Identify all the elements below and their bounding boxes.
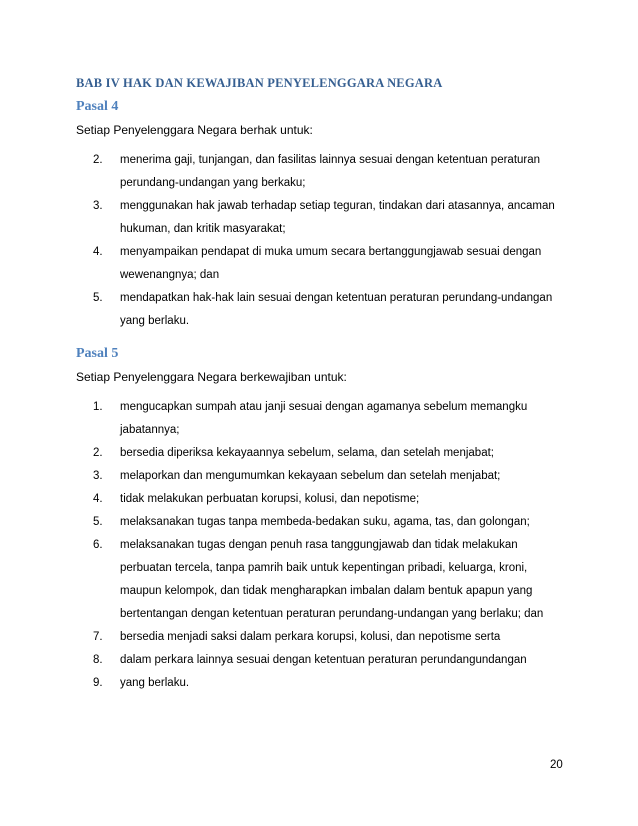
item-text-line: menyampaikan pendapat di muka umum secara bertanggungjawab sesuai dengan: [120, 246, 542, 258]
item-text: [120, 465, 573, 488]
list-item: [93, 626, 573, 649]
pasal-5-list: [93, 396, 573, 695]
item-text: [120, 287, 573, 333]
item-number: 4.: [93, 493, 103, 505]
item-text: [120, 442, 573, 465]
item-text-line: jabatannya;: [120, 424, 180, 436]
item-text-line: mendapatkan hak-hak lain sesuai dengan ketentuan peraturan perundang-undangan: [120, 292, 553, 304]
item-text: [120, 534, 573, 626]
item-text-line: perbuatan tercela, tanpa pamrih baik untuk kepentingan pribadi, keluarga, kroni,: [120, 562, 528, 574]
list-item: [93, 649, 573, 672]
item-text: [120, 396, 573, 442]
item-text-line: bersedia diperiksa kekayaannya sebelum, selama, dan setelah menjabat;: [120, 447, 494, 459]
list-item: [93, 534, 573, 626]
item-text-line: menerima gaji, tunjangan, dan fasilitas lainnya sesuai dengan ketentuan peraturan: [120, 154, 541, 166]
item-number: 2.: [93, 447, 103, 459]
item-text-line: hukuman, dan kritik masyarakat;: [120, 223, 286, 235]
item-number: 4.: [93, 246, 103, 258]
pasal-5-heading: Pasal 5: [76, 346, 119, 361]
chapter-title: BAB IV HAK DAN KEWAJIBAN PENYELENGGARA NEGARA: [76, 76, 443, 90]
list-item: [93, 241, 573, 287]
item-number: 8.: [93, 654, 103, 666]
item-text-line: bertentangan dengan ketentuan peraturan perundang-undangan yang berlaku; dan: [120, 608, 544, 620]
page-number: 20: [550, 759, 563, 771]
item-text: [120, 488, 573, 511]
list-item: [93, 396, 573, 442]
item-text-line: melaksanakan tugas tanpa membeda-bedakan suku, agama, tas, dan golongan;: [120, 516, 530, 528]
item-text-line: tidak melakukan perbuatan korupsi, kolusi, dan nepotisme;: [120, 493, 420, 505]
item-number: 7.: [93, 631, 103, 643]
list-item: [93, 149, 573, 195]
item-text-line: dalam perkara lainnya sesuai dengan ketentuan peraturan perundangundangan: [120, 654, 527, 666]
item-number: 3.: [93, 200, 103, 212]
item-number: 9.: [93, 677, 103, 689]
item-text: [120, 195, 573, 241]
item-number: 5.: [93, 516, 103, 528]
list-item: [93, 511, 573, 534]
list-item: [93, 672, 573, 695]
pasal-4-intro: Setiap Penyelenggara Negara berhak untuk:: [76, 123, 313, 137]
pasal-4-list: [93, 149, 573, 333]
item-text: [120, 626, 573, 649]
list-item: [93, 287, 573, 333]
item-number: 6.: [93, 539, 103, 551]
item-text-line: maupun kelompok, dan tidak mengharapkan imbalan dalam bentuk apapun yang: [120, 585, 533, 597]
item-number: 2.: [93, 154, 103, 166]
list-item: [93, 488, 573, 511]
item-text: [120, 511, 573, 534]
item-text-line: wewenangnya; dan: [120, 269, 220, 281]
item-text-line: melaporkan dan mengumumkan kekayaan sebelum dan setelah menjabat;: [120, 470, 501, 482]
item-text-line: mengucapkan sumpah atau janji sesuai dengan agamanya sebelum memangku: [120, 401, 528, 413]
item-text: [120, 649, 573, 672]
item-number: 3.: [93, 470, 103, 482]
item-text: [120, 241, 573, 287]
list-item: [93, 195, 573, 241]
item-number: 1.: [93, 401, 103, 413]
item-text-line: yang berlaku.: [120, 677, 190, 689]
item-text-line: melaksanakan tugas dengan penuh rasa tanggungjawab dan tidak melakukan: [120, 539, 518, 551]
pasal-5-intro: Setiap Penyelenggara Negara berkewajiban untuk:: [76, 370, 347, 384]
item-text-line: bersedia menjadi saksi dalam perkara korupsi, kolusi, dan nepotisme serta: [120, 631, 501, 643]
item-number: 5.: [93, 292, 103, 304]
list-item: [93, 465, 573, 488]
item-text-line: menggunakan hak jawab terhadap setiap teguran, tindakan dari atasannya, ancaman: [120, 200, 555, 212]
item-text: [120, 149, 573, 195]
item-text: [120, 672, 573, 695]
list-item: [93, 442, 573, 465]
item-text-line: yang berlaku.: [120, 315, 190, 327]
pasal-4-heading: Pasal 4: [76, 99, 119, 114]
item-text-line: perundang-undangan yang berkaku;: [120, 177, 306, 189]
